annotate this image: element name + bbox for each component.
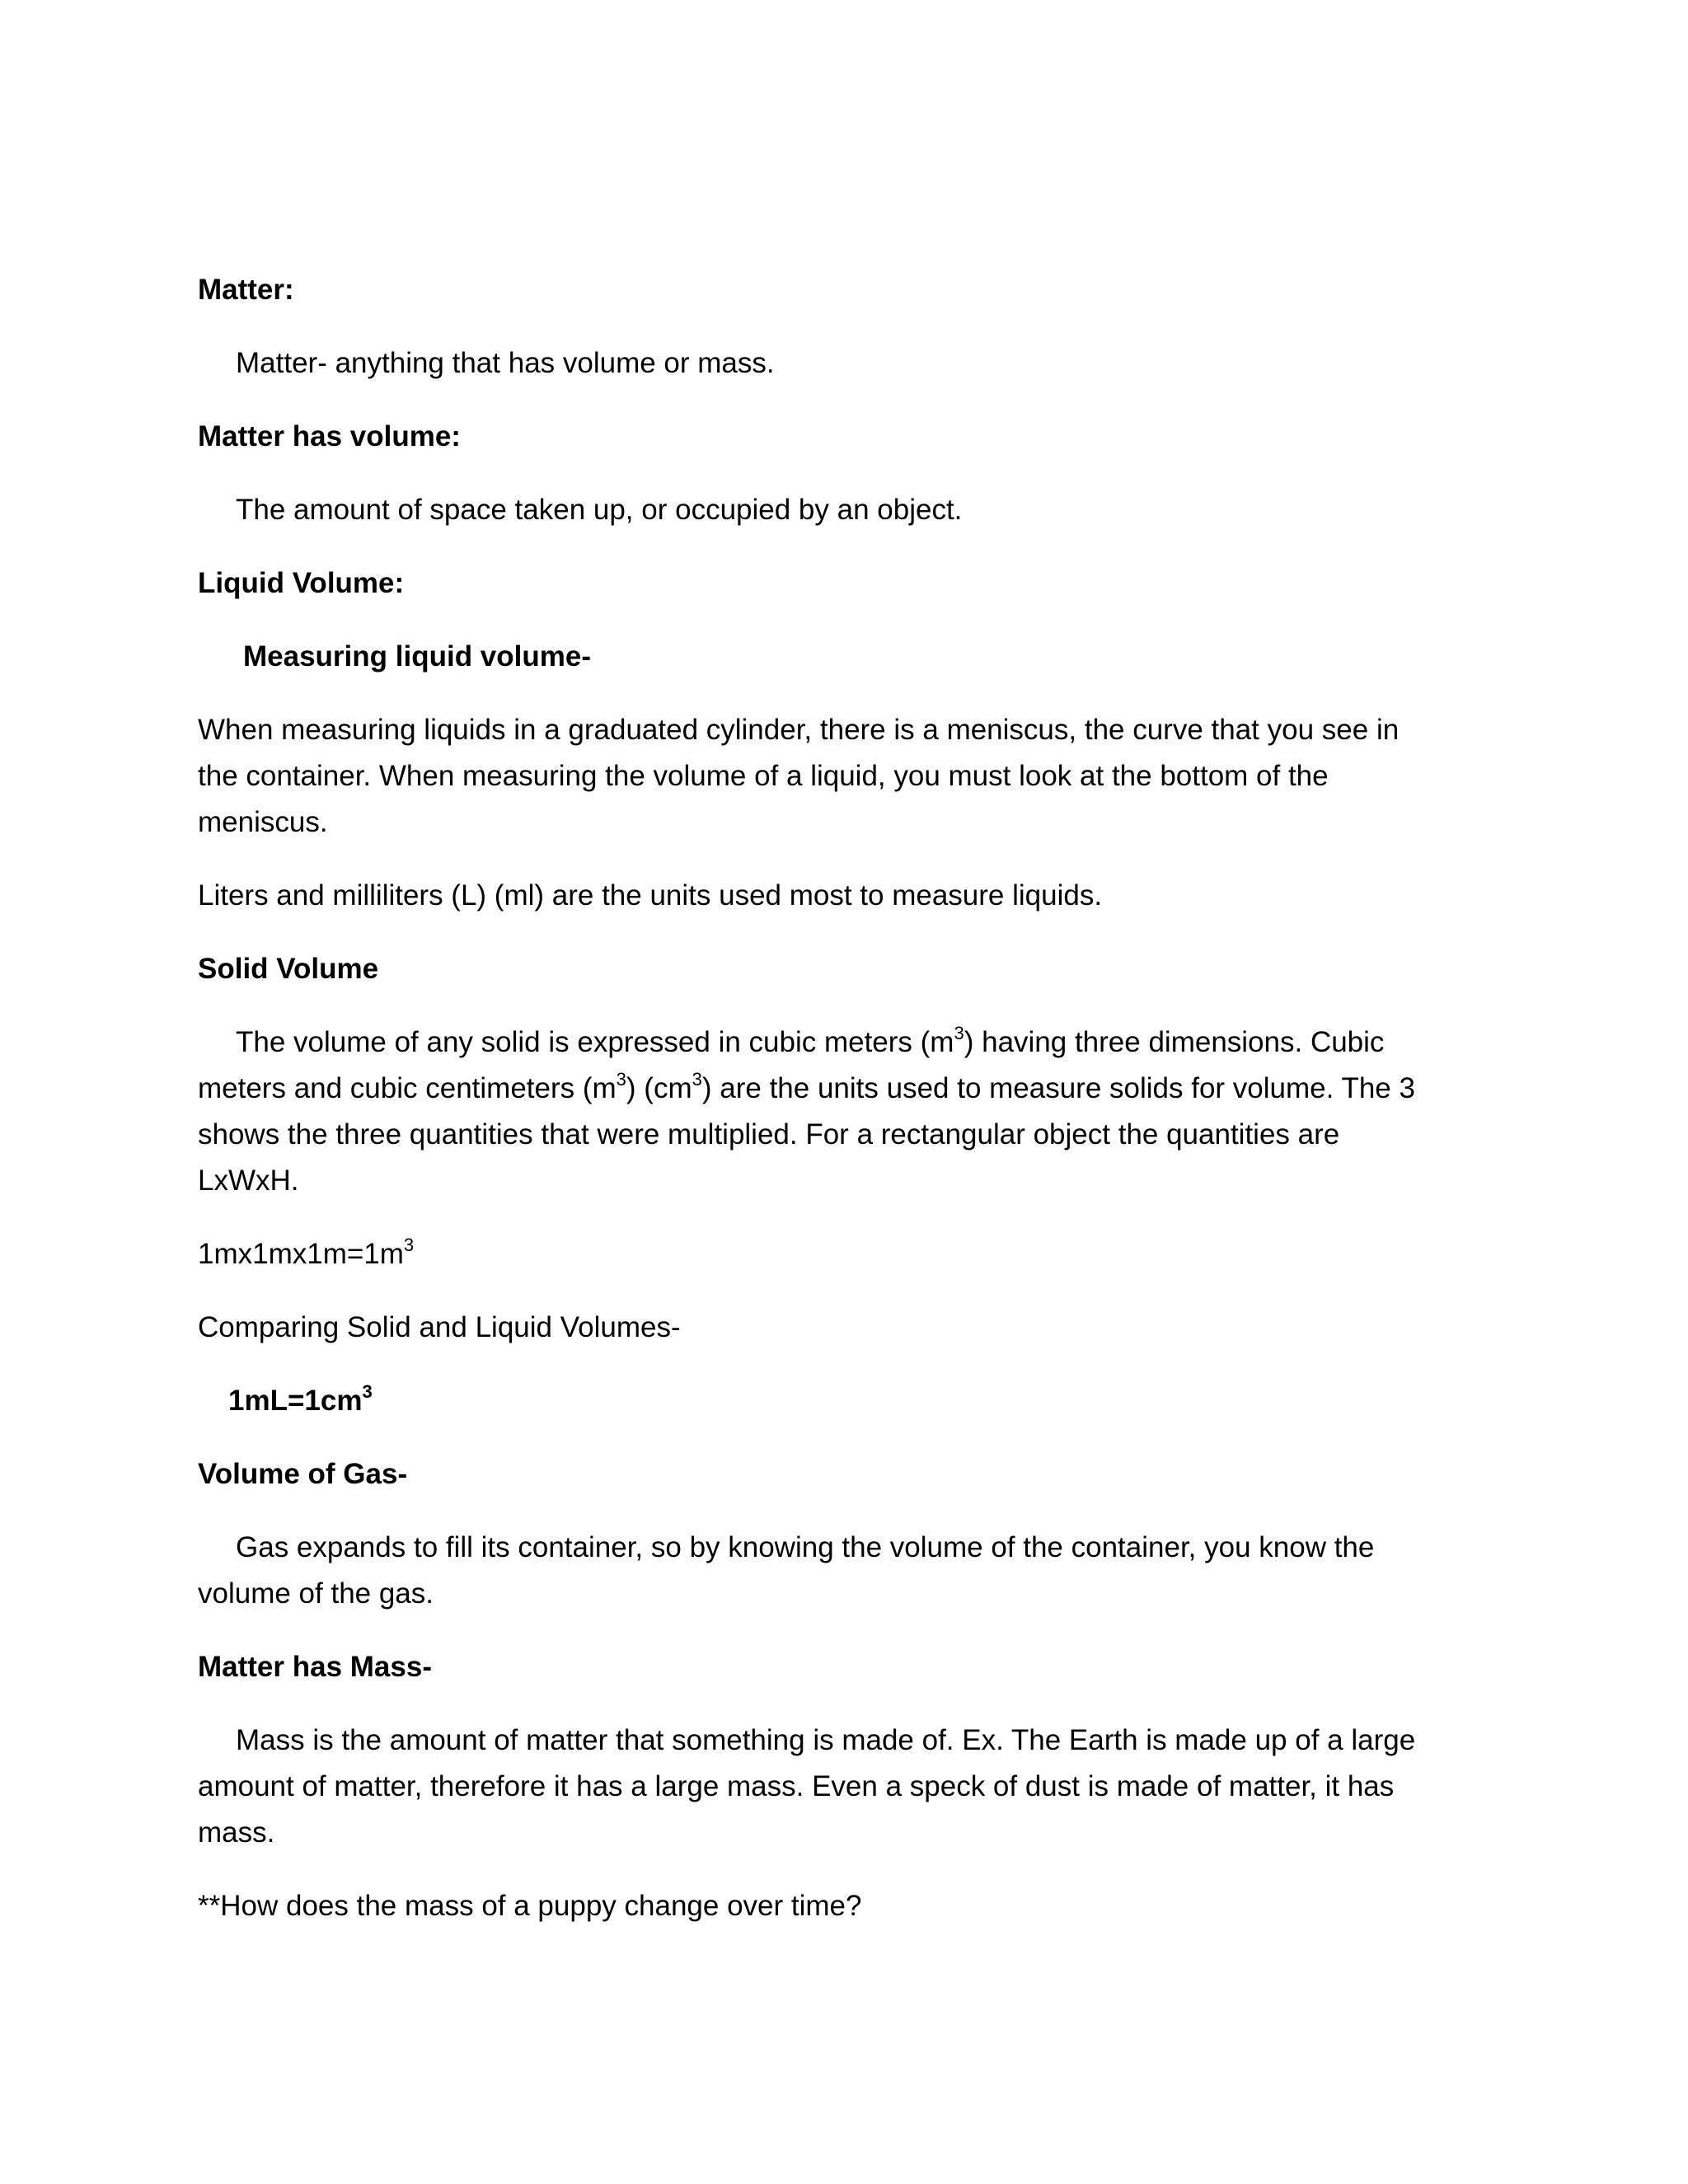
solid-line2-text-c: ) are the units used to measure solids for volume. The 3 xyxy=(701,1072,1415,1104)
compare-equation-text: 1mL=1cm xyxy=(228,1385,363,1417)
solid-equation-text: 1mx1mx1m=1m xyxy=(198,1238,404,1270)
liquid-paragraph-line-3: meniscus. xyxy=(198,806,328,838)
superscript-3: 3 xyxy=(616,1069,626,1090)
heading-matter: Matter: xyxy=(198,274,294,306)
gas-paragraph-line-2: volume of the gas. xyxy=(198,1577,434,1610)
heading-comparing-volumes: Comparing Solid and Liquid Volumes- xyxy=(198,1311,681,1343)
superscript-3: 3 xyxy=(954,1023,964,1044)
solid-line2-text-a: meters and cubic centimeters (m xyxy=(198,1072,617,1104)
solid-equation xyxy=(198,1231,414,1277)
heading-matter-has-mass: Matter has Mass- xyxy=(198,1651,432,1683)
mass-paragraph-line-1: Mass is the amount of matter that something is made of. Ex. The Earth is made up of a large xyxy=(236,1724,1416,1756)
superscript-3: 3 xyxy=(692,1069,702,1090)
puppy-question: **How does the mass of a puppy change over time? xyxy=(198,1890,862,1922)
volume-definition: The amount of space taken up, or occupied by an object. xyxy=(236,494,963,526)
subheading-measuring-liquid-volume: Measuring liquid volume- xyxy=(243,640,591,673)
solid-line1-text-b: ) having three dimensions. Cubic xyxy=(964,1026,1385,1058)
heading-solid-volume: Solid Volume xyxy=(198,953,379,985)
solid-paragraph-line-2 xyxy=(198,1066,1415,1112)
solid-paragraph-line-1 xyxy=(236,1019,1384,1066)
gas-paragraph-line-1: Gas expands to fill its container, so by knowing the volume of the container, you know the xyxy=(236,1531,1375,1563)
solid-paragraph-line-4: LxWxH. xyxy=(198,1165,299,1197)
solid-line1-text-a: The volume of any solid is expressed in cubic meters (m xyxy=(236,1026,954,1058)
mass-paragraph-line-3: mass. xyxy=(198,1816,275,1849)
mass-paragraph-line-2: amount of matter, therefore it has a large mass. Even a speck of dust is made of matter, it has xyxy=(198,1770,1395,1802)
matter-definition: Matter- anything that has volume or mass. xyxy=(236,347,775,379)
liquid-units: Liters and milliliters (L) (ml) are the units used most to measure liquids. xyxy=(198,879,1103,912)
heading-matter-has-volume: Matter has volume: xyxy=(198,420,461,452)
heading-volume-of-gas: Volume of Gas- xyxy=(198,1458,408,1490)
superscript-3: 3 xyxy=(362,1381,373,1403)
compare-equation xyxy=(228,1378,373,1424)
solid-paragraph-line-3: shows the three quantities that were multiplied. For a rectangular object the quantities are xyxy=(198,1118,1340,1151)
superscript-3: 3 xyxy=(403,1235,415,1256)
liquid-paragraph-line-1: When measuring liquids in a graduated cylinder, there is a meniscus, the curve that you see in xyxy=(198,714,1400,746)
solid-line2-text-b: ) (cm xyxy=(626,1072,692,1104)
liquid-paragraph-line-2: the container. When measuring the volume of a liquid, you must look at the bottom of the xyxy=(198,760,1329,792)
heading-liquid-volume: Liquid Volume: xyxy=(198,567,405,599)
